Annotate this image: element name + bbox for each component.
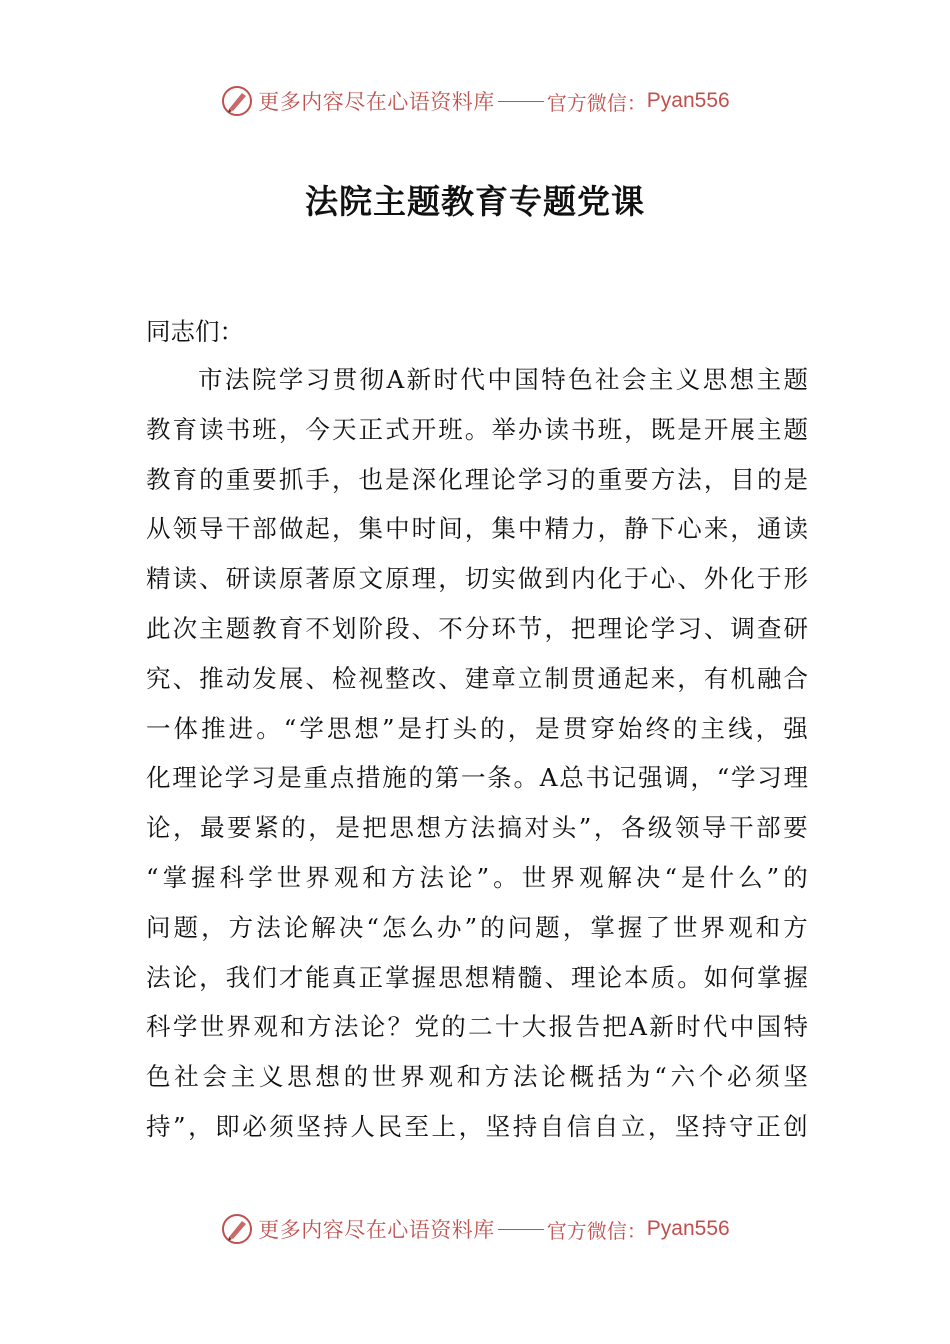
pen-logo-icon bbox=[220, 1212, 254, 1246]
header-banner bbox=[0, 84, 950, 122]
banner-text: 更多内容尽在心语资料库 bbox=[258, 1218, 495, 1242]
banner-text: 更多内容尽在心语资料库 bbox=[258, 90, 495, 114]
wechat-label: 官方微信： bbox=[546, 90, 647, 115]
body-line: 化 理 论 学 习 是 重 点 措 施 的 第 一 条 。 A 总 书 记 强 调 ， “ 学 习 理 bbox=[146, 763, 808, 793]
page-title: 法院主题教育专题党课 bbox=[305, 182, 645, 221]
body-line: 教 育 读 书 班 ， 今 天 正 式 开 班 。 举 办 读 书 班 ， 既 是 开 展 主 题 bbox=[146, 414, 808, 444]
body-line: 持 ” ， 即 必 须 坚 持 人 民 至 上 ， 坚 持 自 信 自 立 ， 坚 持 守 正 创 bbox=[146, 1111, 808, 1141]
body-line: 此 次 主 题 教 育 不 划 阶 段 、 不 分 环 节 ， 把 理 论 学 习 、 调 查 研 bbox=[146, 613, 808, 643]
body-line: 问 题 ， 方 法 论 解 决 “ 怎 么 办 ” 的 问 题 ， 掌 握 了 世 界 观 和 方 bbox=[146, 912, 808, 942]
body-line: 一 体 推 进 。 “ 学 思 想 ” 是 打 头 的 ， 是 贯 穿 始 终 的 主 线 ， 强 bbox=[146, 713, 808, 743]
body-text bbox=[146, 364, 808, 1161]
wechat-id: Pyan556 bbox=[646, 89, 730, 112]
body-line: 精 读 、 研 读 原 著 原 文 原 理 ， 切 实 做 到 内 化 于 心 、 外 化 于 形 bbox=[146, 564, 808, 594]
banner-dash bbox=[498, 101, 544, 102]
salutation: 同志们： bbox=[146, 317, 244, 346]
body-line: 市 法 院 学 习 贯 彻 A 新 时 代 中 国 特 色 社 会 主 义 思 想 主 题 bbox=[198, 365, 808, 394]
body-line: 科 学 世 界 观 和 方 法 论 ？ 党 的 二 十 大 报 告 把 A 新 时 代 中 国 特 bbox=[146, 1012, 808, 1042]
pen-logo-icon bbox=[220, 84, 254, 118]
body-line: “ 掌 握 科 学 世 界 观 和 方 法 论 ” 。 世 界 观 解 决 “ 是 什 么 ” 的 bbox=[146, 862, 808, 892]
body-line: 教 育 的 重 要 抓 手 ， 也 是 深 化 理 论 学 习 的 重 要 方 法 ， 目 的 是 bbox=[146, 464, 808, 494]
body-line: 论 ， 最 要 紧 的 ， 是 把 思 想 方 法 搞 对 头 ” ， 各 级 领 导 干 部 要 bbox=[146, 813, 808, 843]
wechat-id: Pyan556 bbox=[646, 1217, 730, 1240]
wechat-label: 官方微信： bbox=[546, 1218, 647, 1243]
banner-dash bbox=[498, 1229, 544, 1230]
body-line: 究 、 推 动 发 展 、 检 视 整 改 、 建 章 立 制 贯 通 起 来 ， 有 机 融 合 bbox=[146, 663, 808, 693]
body-line: 从 领 导 干 部 做 起 ， 集 中 时 间 ， 集 中 精 力 ， 静 下 心 来 ， 通 读 bbox=[146, 514, 808, 544]
footer-banner bbox=[0, 1212, 950, 1250]
body-line: 色 社 会 主 义 思 想 的 世 界 观 和 方 法 论 概 括 为 “ 六 个 必 须 坚 bbox=[146, 1062, 808, 1092]
body-line: 法 论 ， 我 们 才 能 真 正 掌 握 思 想 精 髓 、 理 论 本 质 。 如 何 掌 握 bbox=[146, 962, 808, 992]
